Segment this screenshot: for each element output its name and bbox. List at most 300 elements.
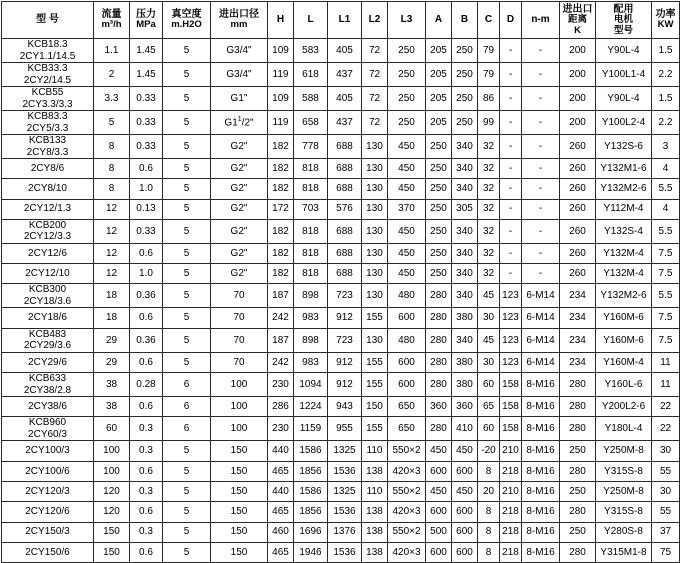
cell-vacuum: 5 [163, 87, 211, 111]
cell-L3: 450 [388, 179, 426, 199]
column-header-line: MPa [136, 19, 156, 31]
cell-pressure: 0.6 [130, 461, 163, 481]
cell-L1: 688 [328, 135, 362, 159]
cell-K: 234 [560, 352, 596, 372]
cell-motor: Y200L2-6 [596, 397, 652, 417]
table-row [2, 219, 680, 243]
pump-specification-table [1, 1, 680, 563]
cell-nm: 6-M14 [522, 284, 560, 308]
cell-L2: 72 [362, 87, 388, 111]
cell-C: 8 [478, 522, 500, 542]
cell-C: 20 [478, 481, 500, 501]
cell-L: 898 [294, 328, 328, 352]
cell-motor: Y315S-8 [596, 461, 652, 481]
cell-A: 250 [426, 219, 452, 243]
cell-port: 100 [211, 373, 268, 397]
cell-motor: Y315M1-8 [596, 542, 652, 562]
column-header-11 [452, 2, 478, 39]
cell-H: 182 [268, 159, 294, 179]
cell-L2: 138 [362, 522, 388, 542]
cell-vacuum: 5 [163, 352, 211, 372]
cell-L: 818 [294, 159, 328, 179]
cell-H: 230 [268, 417, 294, 441]
cell-vacuum: 5 [163, 461, 211, 481]
cell-pressure: 0.6 [130, 352, 163, 372]
cell-C: 32 [478, 243, 500, 263]
cell-B: 340 [452, 328, 478, 352]
cell-B: 450 [452, 441, 478, 461]
cell-nm: 8-M16 [522, 373, 560, 397]
cell-D: - [500, 243, 522, 263]
cell-L3: 450 [388, 159, 426, 179]
cell-L1: 723 [328, 328, 362, 352]
cell-pressure: 0.6 [130, 308, 163, 328]
cell-D: 210 [500, 481, 522, 501]
table-row [2, 397, 680, 417]
cell-pressure: 1.45 [130, 39, 163, 63]
cell-motor: Y132M-4 [596, 243, 652, 263]
cell-pressure: 0.33 [130, 111, 163, 135]
cell-vacuum: 6 [163, 397, 211, 417]
cell-L2: 155 [362, 373, 388, 397]
cell-K: 280 [560, 461, 596, 481]
cell-vacuum: 5 [163, 542, 211, 562]
cell-motor: Y132M2-6 [596, 284, 652, 308]
table-row [2, 264, 680, 284]
cell-port: 150 [211, 461, 268, 481]
cell-B: 600 [452, 522, 478, 542]
cell-nm: 6-M14 [522, 328, 560, 352]
cell-L1: 437 [328, 63, 362, 87]
cell-pressure: 0.6 [130, 502, 163, 522]
cell-pressure: 1.0 [130, 264, 163, 284]
cell-model: 2CY18/6 [2, 308, 94, 328]
cell-A: 280 [426, 284, 452, 308]
cell-A: 280 [426, 373, 452, 397]
cell-B: 380 [452, 352, 478, 372]
table-row [2, 417, 680, 441]
cell-L2: 130 [362, 159, 388, 179]
cell-nm: 8-M16 [522, 542, 560, 562]
cell-K: 200 [560, 87, 596, 111]
cell-kw: 55 [652, 502, 680, 522]
cell-model: 2CY8/10 [2, 179, 94, 199]
cell-H: 182 [268, 264, 294, 284]
cell-D: - [500, 111, 522, 135]
cell-L1: 1325 [328, 441, 362, 461]
cell-nm: 8-M16 [522, 502, 560, 522]
cell-H: 187 [268, 284, 294, 308]
cell-nm: - [522, 219, 560, 243]
cell-vacuum: 6 [163, 373, 211, 397]
cell-pressure: 0.28 [130, 373, 163, 397]
cell-flow: 3.3 [94, 87, 130, 111]
cell-vacuum: 5 [163, 502, 211, 522]
cell-port: G2" [211, 264, 268, 284]
cell-C: 60 [478, 373, 500, 397]
cell-model: KCB33.3 2CY2/14.5 [2, 63, 94, 87]
cell-C: 60 [478, 417, 500, 441]
cell-B: 450 [452, 481, 478, 501]
cell-vacuum: 5 [163, 111, 211, 135]
cell-port: G2" [211, 199, 268, 219]
cell-flow: 12 [94, 264, 130, 284]
cell-K: 280 [560, 417, 596, 441]
cell-D: - [500, 179, 522, 199]
cell-A: 205 [426, 87, 452, 111]
cell-L: 1159 [294, 417, 328, 441]
cell-L: 618 [294, 63, 328, 87]
cell-B: 600 [452, 461, 478, 481]
cell-port: G3/4" [211, 63, 268, 87]
cell-L: 1224 [294, 397, 328, 417]
cell-vacuum: 5 [163, 135, 211, 159]
cell-H: 109 [268, 87, 294, 111]
cell-K: 280 [560, 502, 596, 522]
cell-K: 260 [560, 243, 596, 263]
cell-L1: 576 [328, 199, 362, 219]
cell-port: 150 [211, 481, 268, 501]
cell-model: KCB18.3 2CY1.1/14.5 [2, 39, 94, 63]
cell-kw: 4 [652, 159, 680, 179]
cell-L2: 130 [362, 179, 388, 199]
cell-B: 340 [452, 179, 478, 199]
cell-pressure: 0.6 [130, 542, 163, 562]
cell-L: 778 [294, 135, 328, 159]
cell-vacuum: 5 [163, 308, 211, 328]
cell-D: 218 [500, 542, 522, 562]
column-header-9 [388, 2, 426, 39]
cell-L: 983 [294, 308, 328, 328]
cell-C: 99 [478, 111, 500, 135]
table-row [2, 352, 680, 372]
column-header-line: 进出口 [562, 3, 593, 15]
cell-A: 600 [426, 502, 452, 522]
cell-model: 2CY100/6 [2, 461, 94, 481]
cell-motor: Y160M-6 [596, 308, 652, 328]
cell-L3: 420×3 [388, 542, 426, 562]
cell-B: 380 [452, 373, 478, 397]
column-header-line: C [484, 14, 493, 26]
cell-port: 150 [211, 542, 268, 562]
cell-L: 818 [294, 243, 328, 263]
cell-flow: 60 [94, 417, 130, 441]
cell-C: 8 [478, 461, 500, 481]
cell-C: 32 [478, 159, 500, 179]
cell-B: 340 [452, 264, 478, 284]
spec-sheet [0, 1, 680, 558]
column-header-line: 型 号 [36, 14, 59, 26]
cell-H: 242 [268, 352, 294, 372]
cell-H: 172 [268, 199, 294, 219]
cell-L3: 420×3 [388, 502, 426, 522]
cell-model: 2CY120/3 [2, 481, 94, 501]
cell-L1: 1536 [328, 502, 362, 522]
cell-A: 600 [426, 542, 452, 562]
cell-L1: 405 [328, 87, 362, 111]
cell-D: - [500, 199, 522, 219]
cell-kw: 7.5 [652, 264, 680, 284]
column-header-line: K [574, 24, 581, 36]
cell-vacuum: 5 [163, 328, 211, 352]
cell-motor: Y180L-4 [596, 417, 652, 441]
cell-vacuum: 6 [163, 417, 211, 441]
cell-motor: Y315S-8 [596, 502, 652, 522]
cell-kw: 22 [652, 397, 680, 417]
cell-flow: 8 [94, 135, 130, 159]
cell-L3: 550×2 [388, 522, 426, 542]
cell-model: 2CY150/6 [2, 542, 94, 562]
column-header-5 [268, 2, 294, 39]
cell-B: 305 [452, 199, 478, 219]
cell-pressure: 0.3 [130, 522, 163, 542]
cell-L2: 72 [362, 39, 388, 63]
cell-port: G2" [211, 219, 268, 243]
cell-kw: 5.5 [652, 219, 680, 243]
cell-C: 32 [478, 199, 500, 219]
cell-flow: 12 [94, 199, 130, 219]
cell-H: 440 [268, 481, 294, 501]
cell-flow: 2 [94, 63, 130, 87]
cell-K: 234 [560, 284, 596, 308]
column-header-line: m.H2O [171, 19, 202, 31]
cell-L: 1696 [294, 522, 328, 542]
column-header-line: L1 [338, 14, 351, 26]
cell-L3: 650 [388, 417, 426, 441]
cell-pressure: 0.3 [130, 417, 163, 441]
cell-model: 2CY12/6 [2, 243, 94, 263]
cell-motor: Y250M-8 [596, 481, 652, 501]
cell-pressure: 1.0 [130, 179, 163, 199]
cell-L1: 912 [328, 308, 362, 328]
cell-vacuum: 5 [163, 243, 211, 263]
cell-model: KCB200 2CY12/3.3 [2, 219, 94, 243]
table-row [2, 542, 680, 562]
cell-kw: 1.5 [652, 87, 680, 111]
cell-L3: 250 [388, 87, 426, 111]
cell-nm: - [522, 159, 560, 179]
cell-nm: 8-M16 [522, 417, 560, 441]
cell-K: 280 [560, 397, 596, 417]
cell-D: - [500, 219, 522, 243]
cell-kw: 11 [652, 352, 680, 372]
cell-flow: 12 [94, 243, 130, 263]
cell-pressure: 0.33 [130, 135, 163, 159]
cell-L1: 912 [328, 352, 362, 372]
cell-K: 260 [560, 264, 596, 284]
cell-pressure: 0.6 [130, 159, 163, 179]
column-header-13 [500, 2, 522, 39]
cell-D: 210 [500, 441, 522, 461]
cell-A: 280 [426, 308, 452, 328]
cell-kw: 5.5 [652, 179, 680, 199]
cell-vacuum: 5 [163, 179, 211, 199]
cell-L2: 130 [362, 199, 388, 219]
table-row [2, 39, 680, 63]
cell-L1: 688 [328, 159, 362, 179]
cell-B: 250 [452, 87, 478, 111]
cell-L3: 650 [388, 397, 426, 417]
cell-model: 2CY150/3 [2, 522, 94, 542]
cell-L: 658 [294, 111, 328, 135]
cell-L: 1856 [294, 461, 328, 481]
column-header-line: n-m [531, 14, 550, 26]
cell-B: 250 [452, 111, 478, 135]
cell-motor: Y112M-4 [596, 199, 652, 219]
cell-vacuum: 5 [163, 63, 211, 87]
cell-flow: 18 [94, 284, 130, 308]
cell-model: 2CY29/6 [2, 352, 94, 372]
column-header-line: D [506, 14, 515, 26]
cell-L1: 688 [328, 179, 362, 199]
column-header-line: 流量 [101, 8, 122, 20]
cell-motor: Y132S-4 [596, 219, 652, 243]
cell-C: 30 [478, 352, 500, 372]
cell-L1: 1376 [328, 522, 362, 542]
cell-pressure: 0.3 [130, 441, 163, 461]
cell-pressure: 0.6 [130, 243, 163, 263]
cell-motor: Y132S-6 [596, 135, 652, 159]
cell-model: KCB83.3 2CY5/3.3 [2, 111, 94, 135]
cell-flow: 29 [94, 352, 130, 372]
cell-model: KCB55 2CY3.3/3.3 [2, 87, 94, 111]
cell-model: 2CY12/10 [2, 264, 94, 284]
table-row [2, 441, 680, 461]
column-header-12 [478, 2, 500, 39]
cell-C: -20 [478, 441, 500, 461]
cell-L2: 155 [362, 352, 388, 372]
cell-L2: 110 [362, 441, 388, 461]
cell-D: 123 [500, 352, 522, 372]
cell-pressure: 0.33 [130, 87, 163, 111]
cell-L: 898 [294, 284, 328, 308]
cell-nm: 8-M16 [522, 441, 560, 461]
cell-vacuum: 5 [163, 522, 211, 542]
column-header-line: 进出口径 [219, 8, 259, 20]
cell-C: 32 [478, 135, 500, 159]
cell-port: 70 [211, 352, 268, 372]
cell-L3: 370 [388, 199, 426, 219]
cell-B: 250 [452, 63, 478, 87]
cell-model: 2CY38/6 [2, 397, 94, 417]
cell-D: - [500, 63, 522, 87]
column-header-15 [560, 2, 596, 39]
cell-L3: 600 [388, 373, 426, 397]
table-row [2, 87, 680, 111]
cell-vacuum: 5 [163, 264, 211, 284]
cell-L2: 130 [362, 264, 388, 284]
column-header-7 [328, 2, 362, 39]
column-header-line: 电机 [613, 14, 633, 26]
column-header-line: L2 [368, 14, 381, 26]
cell-kw: 30 [652, 441, 680, 461]
cell-C: 30 [478, 308, 500, 328]
cell-H: 182 [268, 135, 294, 159]
cell-L2: 110 [362, 481, 388, 501]
cell-C: 45 [478, 328, 500, 352]
cell-L1: 955 [328, 417, 362, 441]
cell-A: 280 [426, 417, 452, 441]
cell-D: 218 [500, 522, 522, 542]
cell-pressure: 0.33 [130, 219, 163, 243]
cell-L: 1586 [294, 481, 328, 501]
cell-L3: 450 [388, 135, 426, 159]
cell-nm: - [522, 39, 560, 63]
cell-nm: 8-M16 [522, 481, 560, 501]
cell-motor: Y90L-4 [596, 87, 652, 111]
cell-C: 65 [478, 397, 500, 417]
table-header [2, 2, 680, 39]
cell-K: 250 [560, 522, 596, 542]
cell-L2: 130 [362, 284, 388, 308]
cell-L2: 72 [362, 63, 388, 87]
cell-model: 2CY100/3 [2, 441, 94, 461]
column-header-4 [211, 2, 268, 39]
column-header-8 [362, 2, 388, 39]
cell-L3: 420×3 [388, 461, 426, 481]
table-body [2, 39, 680, 563]
table-row [2, 522, 680, 542]
cell-L3: 480 [388, 284, 426, 308]
cell-A: 280 [426, 352, 452, 372]
cell-C: 8 [478, 502, 500, 522]
cell-model: KCB133 2CY8/3.3 [2, 135, 94, 159]
cell-nm: - [522, 135, 560, 159]
cell-H: 465 [268, 461, 294, 481]
cell-L2: 130 [362, 135, 388, 159]
cell-vacuum: 5 [163, 481, 211, 501]
cell-B: 410 [452, 417, 478, 441]
cell-nm: 8-M16 [522, 522, 560, 542]
cell-A: 250 [426, 243, 452, 263]
cell-model: KCB960 2CY60/3 [2, 417, 94, 441]
table-row [2, 111, 680, 135]
column-header-line: 功率 [655, 8, 676, 20]
cell-K: 280 [560, 542, 596, 562]
cell-D: 158 [500, 397, 522, 417]
cell-flow: 38 [94, 397, 130, 417]
cell-nm: 8-M16 [522, 461, 560, 481]
header-row [2, 2, 680, 39]
cell-L2: 130 [362, 219, 388, 243]
cell-C: 45 [478, 284, 500, 308]
cell-D: - [500, 39, 522, 63]
table-row [2, 179, 680, 199]
table-row [2, 502, 680, 522]
cell-K: 260 [560, 199, 596, 219]
cell-K: 260 [560, 135, 596, 159]
table-row [2, 328, 680, 352]
cell-H: 187 [268, 328, 294, 352]
cell-A: 280 [426, 328, 452, 352]
cell-K: 250 [560, 481, 596, 501]
cell-kw: 75 [652, 542, 680, 562]
cell-C: 32 [478, 219, 500, 243]
cell-motor: Y160M-4 [596, 352, 652, 372]
cell-flow: 100 [94, 461, 130, 481]
column-header-6 [294, 2, 328, 39]
cell-kw: 37 [652, 522, 680, 542]
cell-nm: - [522, 199, 560, 219]
cell-D: 158 [500, 373, 522, 397]
cell-nm: - [522, 111, 560, 135]
cell-L: 983 [294, 352, 328, 372]
cell-flow: 150 [94, 542, 130, 562]
cell-pressure: 0.3 [130, 481, 163, 501]
cell-flow: 120 [94, 502, 130, 522]
cell-L: 703 [294, 199, 328, 219]
table-row [2, 199, 680, 219]
